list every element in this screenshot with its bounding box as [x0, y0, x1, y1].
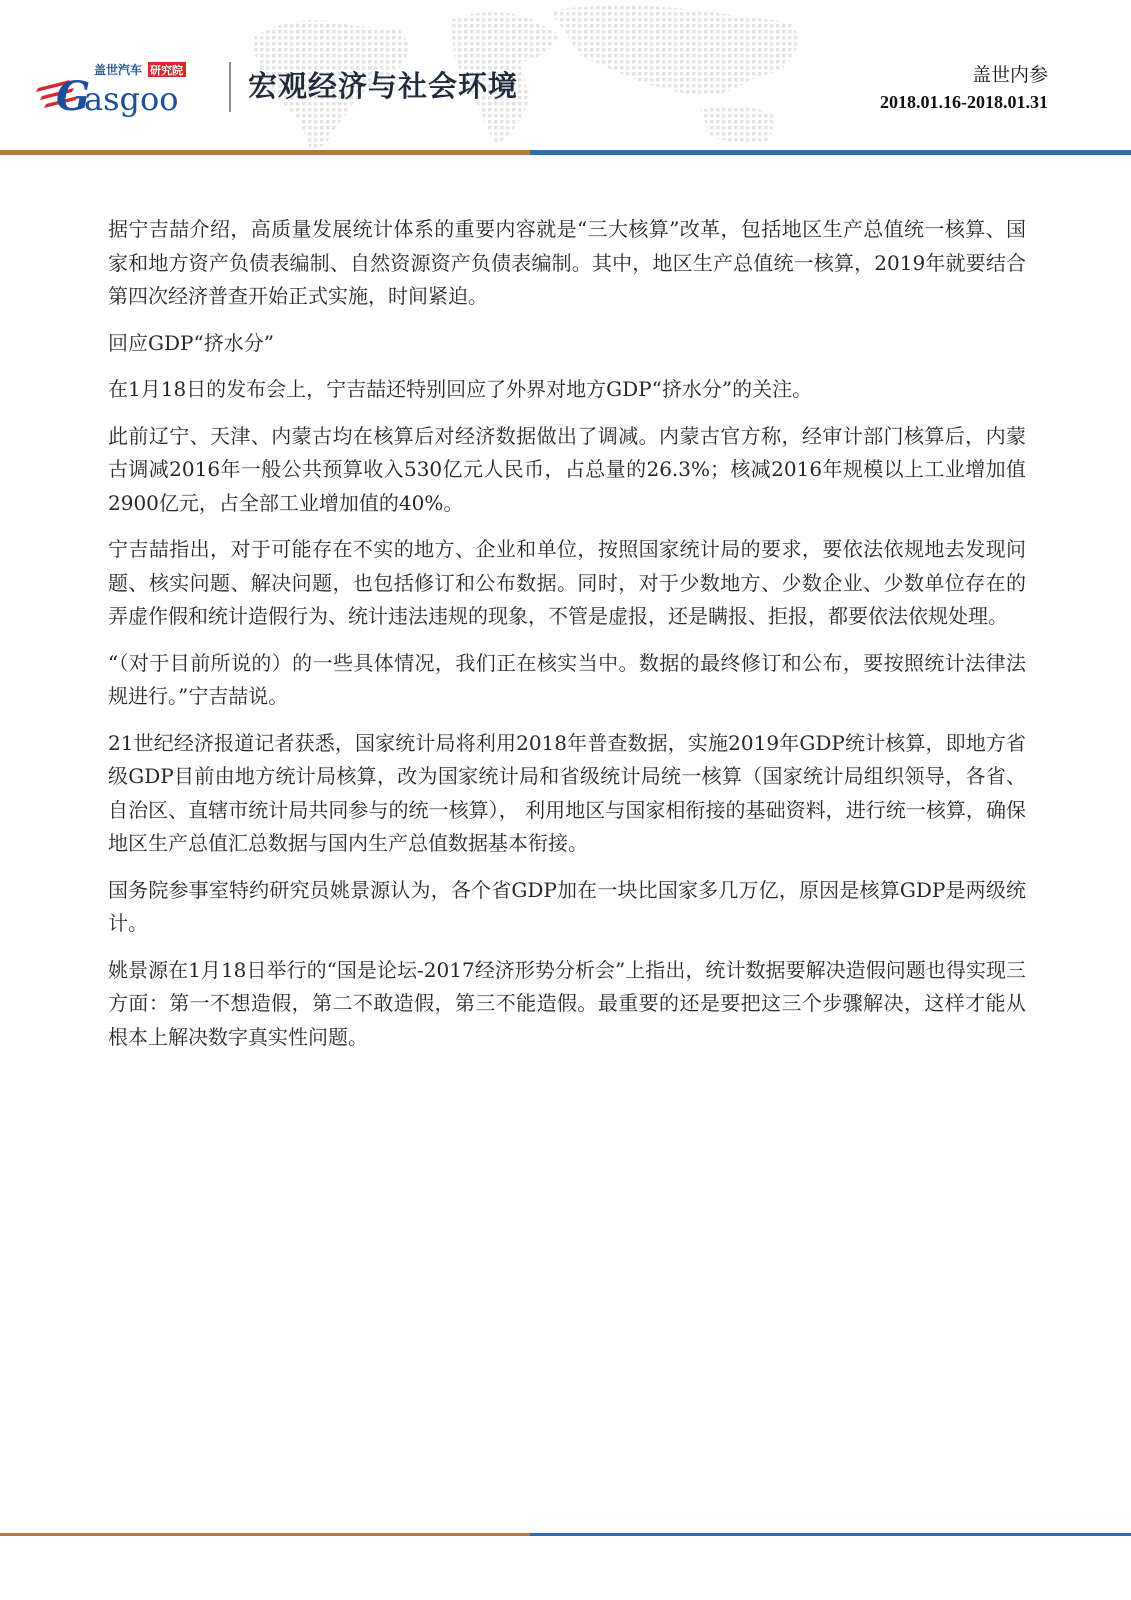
footer-rule — [0, 1533, 1131, 1536]
svg-text:G: G — [56, 73, 91, 118]
svg-text:研究院: 研究院 — [150, 64, 183, 77]
paragraph: 在1月18日的发布会上，宁吉喆还特别回应了外界对地方GDP“挤水分”的关注。 — [108, 377, 813, 401]
gasgoo-logo — [36, 58, 216, 118]
publication-name: 盖世内参 — [971, 64, 1048, 86]
header-rule — [0, 150, 1131, 155]
publication-date-range: 2018.01.16-2018.01.31 — [880, 92, 1048, 112]
article-body — [108, 213, 1026, 1067]
section-title: 宏观经济与社会环境 — [248, 69, 519, 103]
paragraph: “（对于目前所说的）的一些具体情况，我们正在核实当中。数据的最终修订和公布，要按照统计法律法规进行。”宁吉喆说。 — [108, 650, 1026, 708]
svg-text:盖世汽车: 盖世汽车 — [94, 63, 143, 77]
paragraph: 21世纪经济报道记者获悉，国家统计局将利用2018年普查数据，实施2019年GDP统计核算，即地方省级GDP目前由地方统计局核算，改为国家统计局和省级统计局统一核算（国家统计局组织领导，各省、自治区、直辖市统计局共同参与的统一核算）， 利用地区与国家相衔接的基础资料，进行统一核算，确保地区生产总值汇总数据与国内生产总值数据基本衔接。 — [108, 730, 1026, 855]
paragraph: 国务院参事室特约研究员姚景源认为，各个省GDP加在一块比国家多几万亿，原因是核算GDP是两级统计。 — [108, 877, 1026, 935]
paragraph: 据宁吉喆介绍，高质量发展统计体系的重要内容就是“三大核算”改革，包括地区生产总值统一核算、国家和地方资产负债表编制、自然资源资产负债表编制。其中，地区生产总值统一核算，2019年就要结合第四次经济普查开始正式实施，时间紧迫。 — [108, 217, 1026, 308]
logo-divider — [229, 62, 231, 112]
paragraph: 此前辽宁、天津、内蒙古均在核算后对经济数据做出了调减。内蒙古官方称，经审计部门核算后，内蒙古调减2016年一般公共预算收入530亿元人民币，占总量的26.3%；核减2016年规模以上工业增加值2900亿元，占全部工业增加值的40%。 — [108, 423, 1026, 515]
paragraph: 宁吉喆指出，对于可能存在不实的地方、企业和单位，按照国家统计局的要求，要依法依规地去发现问题、核实问题、解决问题，也包括修订和公布数据。同时，对于少数地方、少数企业、少数单位存在的弄虚作假和统计造假行为、统计违法违规的现象，不管是虚报，还是瞒报、拒报，都要依法依规处理。 — [108, 537, 1026, 628]
page-header — [0, 0, 1131, 160]
paragraph: 姚景源在1月18日举行的“国是论坛-2017经济形势分析会”上指出，统计数据要解决造假问题也得实现三方面：第一不想造假，第二不敢造假，第三不能造假。最重要的还是要把这三个步骤解决，这样才能从根本上解决数字真实性问题。 — [108, 957, 1026, 1049]
subheading: 回应GDP“挤水分” — [108, 330, 274, 355]
svg-text:asgoo: asgoo — [84, 80, 179, 118]
